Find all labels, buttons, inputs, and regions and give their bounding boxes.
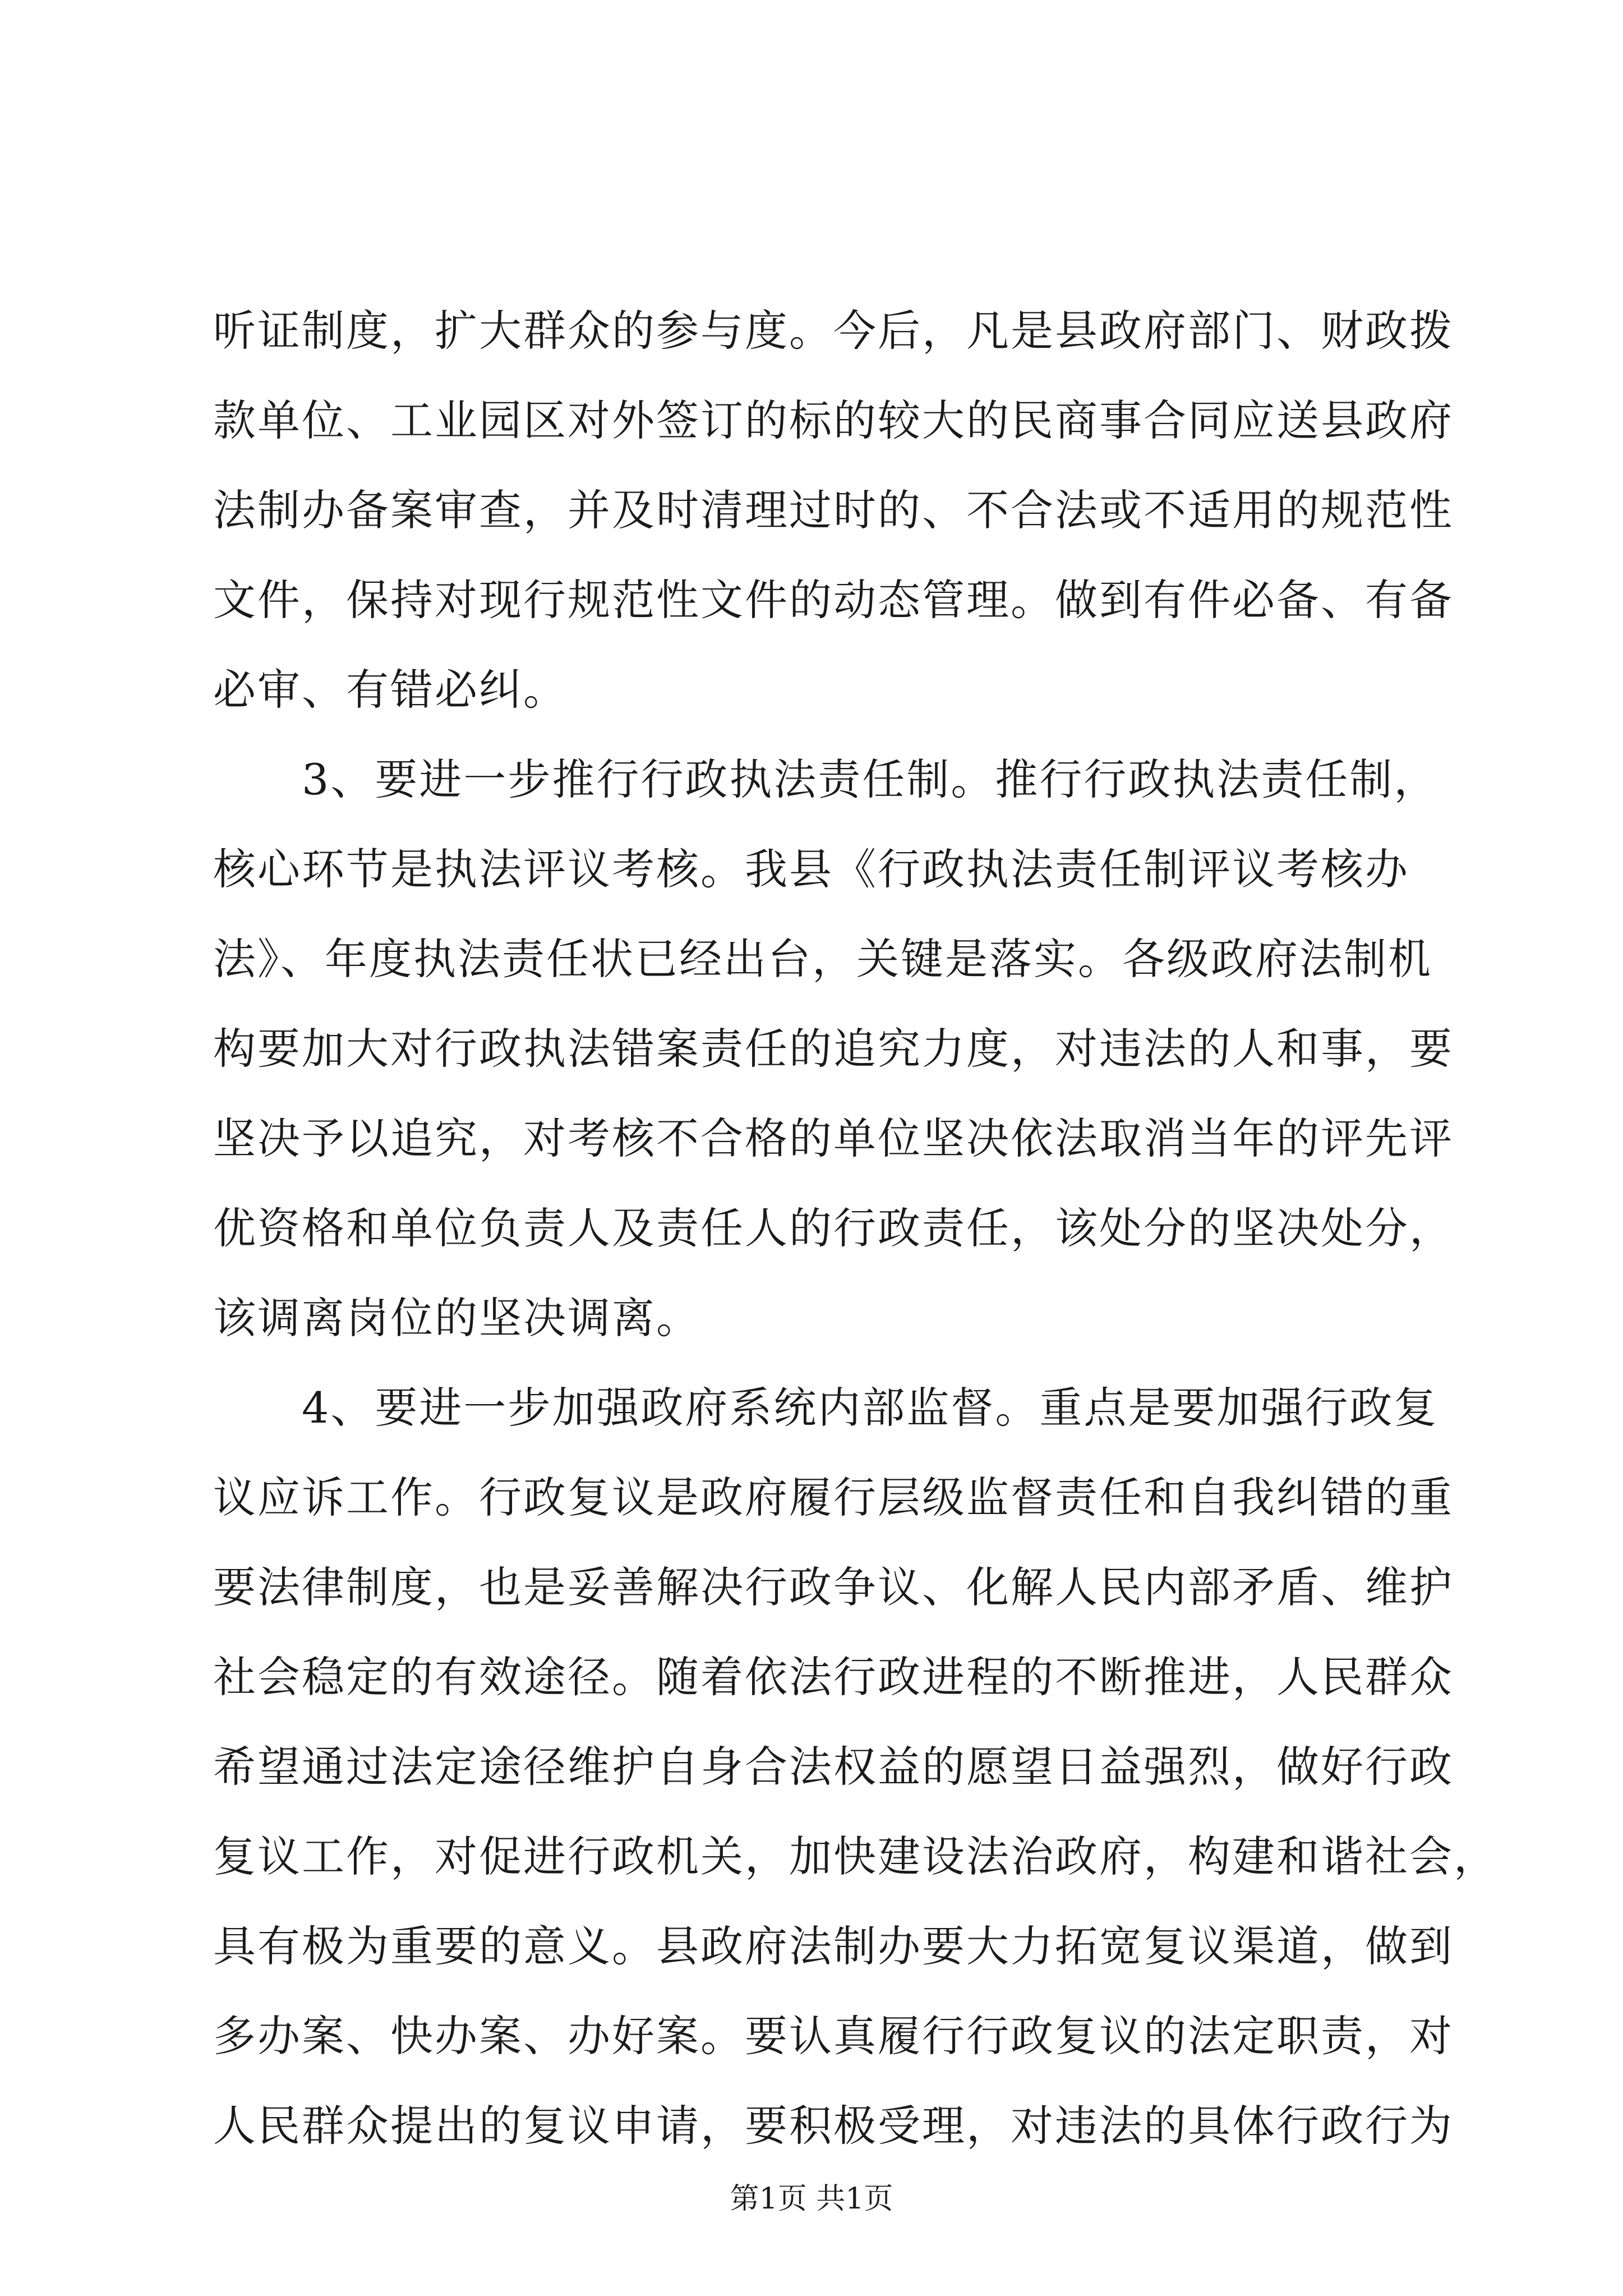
body-line-8: 法》、年度执法责任状已经出台，关键是落实。各级政府法制机: [213, 934, 1432, 984]
body-line-18: 复议工作，对促进行政机关，加快建设法治政府，构建和谐社会，: [213, 1832, 1498, 1881]
body-line-10: 坚决予以追究，对考核不合格的单位坚决依法取消当年的评先评: [213, 1114, 1454, 1163]
body-line-21: 人民群众提出的复议申请，要积极受理，对违法的具体行政行为: [213, 2101, 1454, 2151]
body-line-7: 核心环节是执法评议考核。我县《行政执法责任制评议考核办: [213, 844, 1409, 894]
body-line-20: 多办案、快办案、办好案。要认真履行行政复议的法定职责，对: [213, 2011, 1454, 2061]
body-line-15: 要法律制度，也是妥善解决行政争议、化解人民内部矛盾、维护: [213, 1562, 1454, 1612]
body-line-9: 构要加大对行政执法错案责任的追究力度，对违法的人和事，要: [213, 1024, 1454, 1074]
body-line-3: 法制办备案审查，并及时清理过时的、不合法或不适用的规范性: [213, 485, 1454, 535]
body-line-2: 款单位、工业园区对外签订的标的较大的民商事合同应送县政府: [213, 395, 1454, 445]
body-line-16: 社会稳定的有效途径。随着依法行政进程的不断推进，人民群众: [213, 1652, 1454, 1702]
body-line-4: 文件，保持对现行规范性文件的动态管理。做到有件必备、有备: [213, 575, 1454, 625]
body-line-12: 该调离岗位的坚决调离。: [213, 1293, 700, 1343]
body-line-1: 听证制度，扩大群众的参与度。今后，凡是县政府部门、财政拨: [213, 306, 1454, 356]
page-footer: 第1页 共1页: [730, 2182, 893, 2216]
body-line-14: 议应诉工作。行政复议是政府履行层级监督责任和自我纠错的重: [213, 1473, 1454, 1522]
body-line-5: 必审、有错必纠。: [213, 665, 568, 715]
body-line-11: 优资格和单位负责人及责任人的行政责任，该处分的坚决处分，: [213, 1203, 1454, 1253]
body-line-13: 4、要进一步加强政府系统内部监督。重点是要加强行政复: [213, 1383, 1438, 1433]
body-line-17: 希望通过法定途径维护自身合法权益的愿望日益强烈，做好行政: [213, 1742, 1454, 1792]
body-line-19: 具有极为重要的意义。县政府法制办要大力拓宽复议渠道，做到: [213, 1921, 1454, 1971]
body-line-6: 3、要进一步推行行政执法责任制。推行行政执法责任制，: [213, 754, 1438, 804]
